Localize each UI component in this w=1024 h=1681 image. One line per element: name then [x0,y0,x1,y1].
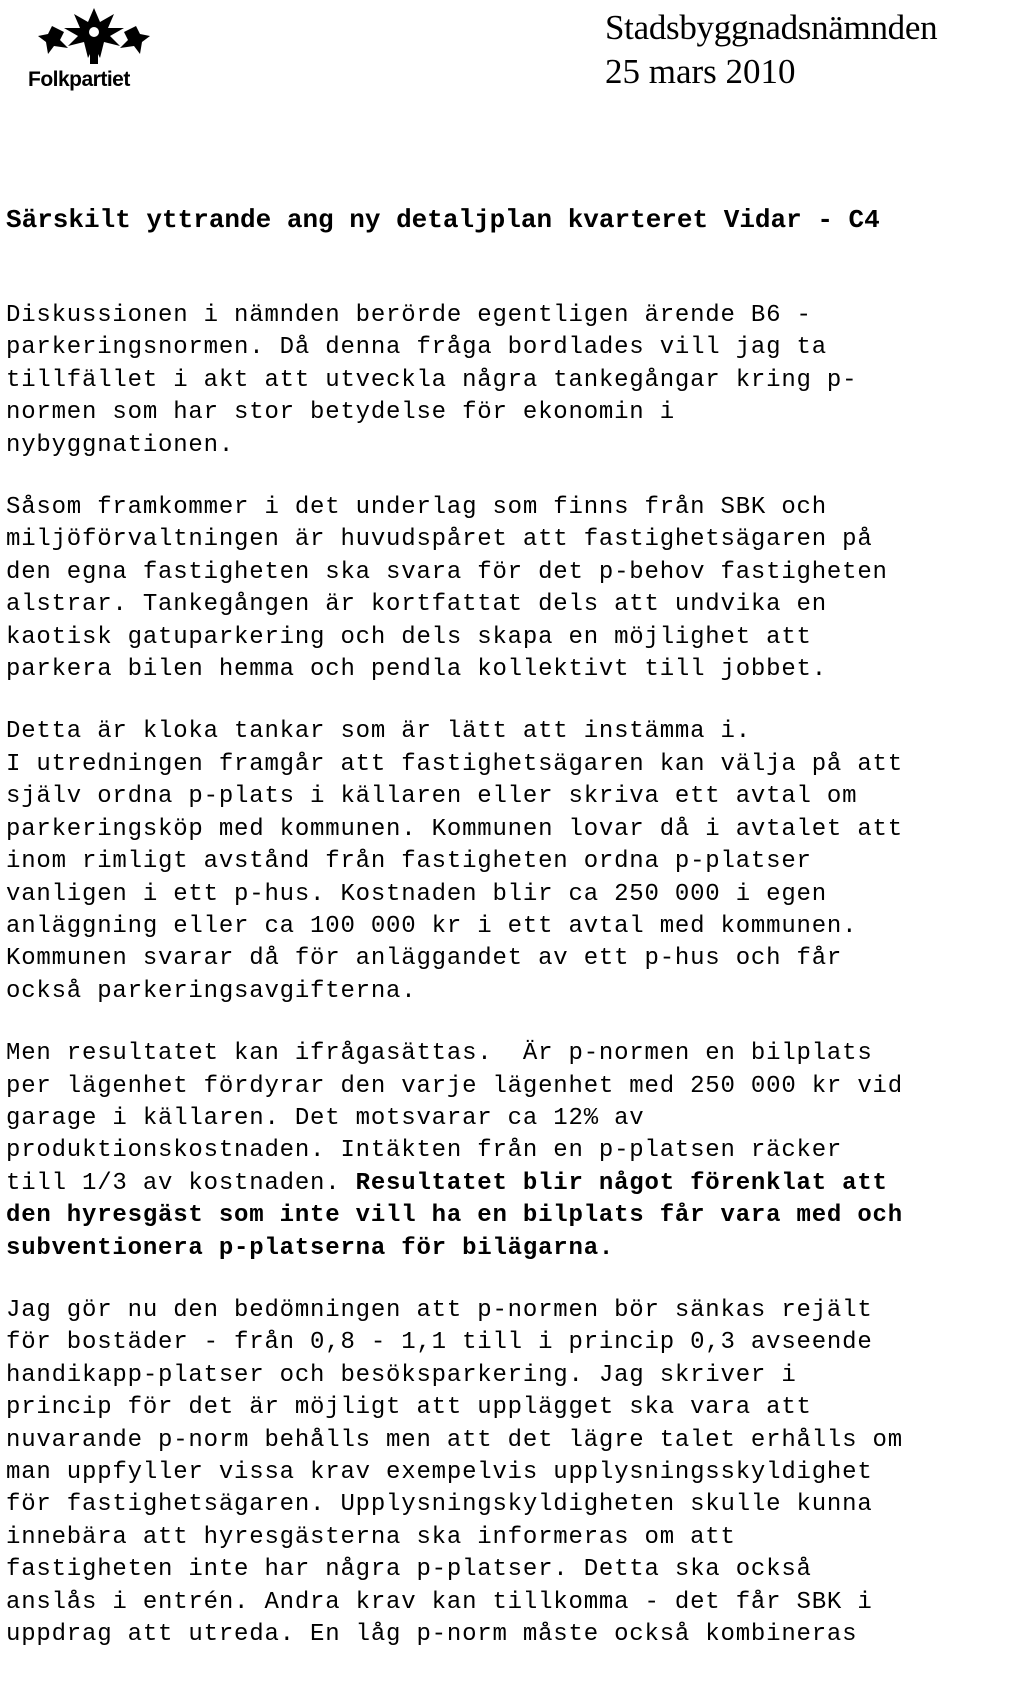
text-line: tillfället i akt att utveckla några tankegångar kring p- [6,366,858,394]
document-body [6,300,1022,1681]
letterhead [0,0,1024,130]
text-line: innebära att hyresgästerna ska informeras om att [6,1523,736,1551]
text-line: för fastighetsägaren. Upplysningskyldigheten skulle kunna [6,1491,873,1519]
text-line: Jag gör nu den bedömningen att p-normen bör sänkas rejält [6,1296,873,1324]
text-line: Kommunen svarar då för anläggandet av ett p-hus och får [6,945,843,973]
text-line: själv ordna p-plats i källaren eller skriva ett avtal om [6,783,858,811]
text-run: till 1/3 av kostnaden. [6,1169,356,1197]
text-line: per lägenhet fördyrar den varje lägenhet med 250 000 kr vid [6,1072,903,1100]
text-line: anslås i entrén. Andra krav kan tillkomma - det får SBK i [6,1588,873,1616]
text-line: parkera bilen hemma och pendla kollektivt till jobbet. [6,656,827,684]
text-line: Detta är kloka tankar som är lätt att instämma i. [6,718,751,746]
text-line: fastigheten inte har några p-platser. Detta ska också [6,1556,812,1584]
text-line: parkeringsnormen. Då denna fråga bordlades vill jag ta [6,334,827,362]
paragraph-4 [6,1038,1022,1265]
paragraph-1 [6,300,1022,462]
text-line: för bostäder - från 0,8 - 1,1 till i princip 0,3 avseende [6,1329,873,1357]
text-line: vanligen i ett p-hus. Kostnaden blir ca 250 000 i egen [6,880,827,908]
text-line: handikapp-platser och besöksparkering. Jag skriver i [6,1361,797,1389]
text-line: parkeringsköp med kommunen. Kommunen lovar då i avtalet att [6,815,903,843]
text-line: miljöförvaltningen är huvudspåret att fastighetsägaren på [6,526,873,554]
document-date: 25 mars 2010 [605,52,796,91]
text-line: normen som har stor betydelse för ekonomin i [6,399,675,427]
document-title: Särskilt yttrande ang ny detaljplan kvarteret Vidar - C4 [6,205,880,235]
text-line: Diskussionen i nämnden berörde egentligen ärende B6 - [6,302,812,329]
paragraph-5 [6,1295,1022,1651]
bold-text-line: den hyresgäst som inte vill ha en bilplats får vara med och [6,1202,903,1230]
text-line: man uppfyller vissa krav exempelvis upplysningsskyldighet [6,1459,873,1486]
logo-text: Folkpartiet [28,68,130,91]
text-line: Men resultatet kan ifrågasättas. Är p-normen en bilplats [6,1040,873,1068]
cornflower-icon [38,6,150,66]
text-line: princip för det är möjligt att upplägget ska vara att [6,1394,812,1422]
committee-name: Stadsbyggnadsnämnden [605,8,938,47]
paragraph-2 [6,492,1022,686]
text-line: nuvarande p-norm behålls men att det lägre talet erhålls om [6,1426,903,1454]
text-line: den egna fastigheten ska svara för det p-behov fastigheten [6,558,888,586]
text-line: alstrar. Tankegången är kortfattat dels att undvika en [6,591,827,619]
text-line: anläggning eller ca 100 000 kr i ett avtal med kommunen. [6,912,858,940]
paragraph-3 [6,716,1022,1008]
text-line: nybyggnationen. [6,431,235,459]
text-line: I utredningen framgår att fastighetsägaren kan välja på att [6,750,903,778]
text-line: kaotisk gatuparkering och dels skapa en möjlighet att [6,623,812,651]
text-line: garage i källaren. Det motsvarar ca 12% av [6,1104,645,1132]
text-line: produktionskostnaden. Intäkten från en p-platsen räcker [6,1137,843,1165]
bold-text-line: subventionera p-platserna för bilägarna. [6,1234,615,1262]
bold-text-run: Resultatet blir något förenklat att [355,1169,888,1197]
mixed-text-line [6,1168,1022,1200]
text-line: Såsom framkommer i det underlag som finns från SBK och [6,494,827,522]
text-line: uppdrag att utreda. En låg p-norm måste också kombineras [6,1621,858,1649]
text-line: inom rimligt avstånd från fastigheten ordna p-platser [6,848,812,876]
party-logo [28,6,158,96]
text-line: också parkeringsavgifterna. [6,977,417,1005]
